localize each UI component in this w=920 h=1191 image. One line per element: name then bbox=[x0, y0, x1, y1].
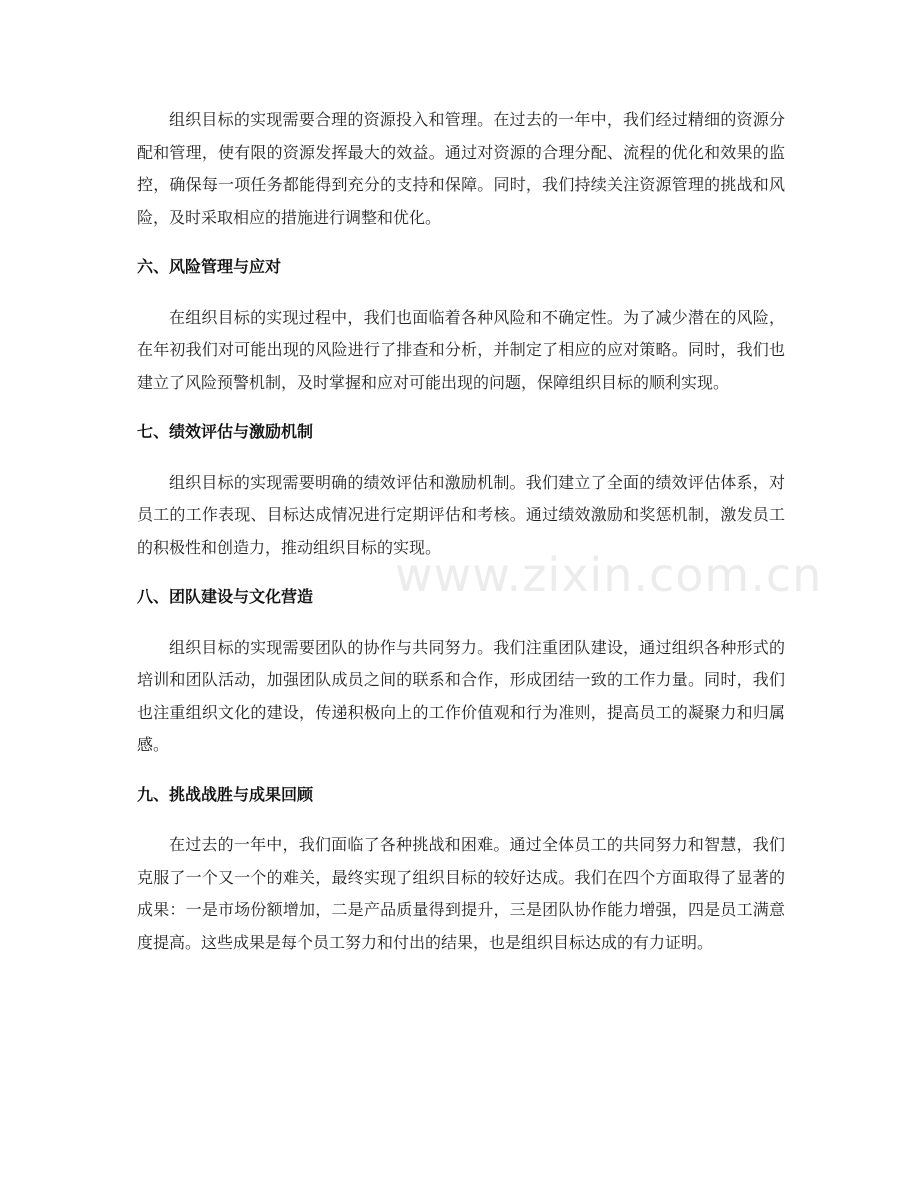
spacer bbox=[137, 811, 785, 829]
section-paragraph-challenges-results: 在过去的一年中，我们面临了各种挑战和困难。通过全体员工的共同努力和智慧，我们克服了一个又一个的难关，最终实现了组织目标的较好达成。我们在四个方面取得了显著的成果：一是市场份额增加，二是产品质量得到提升，三是团队协作能力增强，四是员工满意度提高。这些成果是每个员工努力和付出的结果，也是组织目标达成的有力证明。 bbox=[137, 835, 785, 952]
section-heading-challenges-results: 九、挑战战胜与成果回顾 bbox=[137, 784, 314, 804]
section-heading-performance-evaluation: 七、绩效评估与激励机制 bbox=[137, 422, 314, 441]
section-paragraph-risk-management: 在组织目标的实现过程中，我们也面临着各种风险和不确定性。为了减少潜在的风险，在年初我们对可能出现的风险进行了排查和分析，并制定了相应的应对策略。同时，我们也建立了风险预警机制，及时掌握和应对可能出现的问题，保障组织目标的顺利实现。 bbox=[137, 307, 785, 392]
spacer bbox=[137, 449, 785, 467]
watermark: www.zixin.com.cn bbox=[395, 548, 823, 602]
spacer bbox=[137, 284, 785, 302]
section-paragraph-resource-management: 组织目标的实现需要合理的资源投入和管理。在过去的一年中，我们经过精细的资源分配和管理，使有限的资源发挥最大的效益。通过对资源的合理分配、流程的优化和效果的监控，确保每一项任务都能得到充分的支持和保障。同时，我们持续关注资源管理的挑战和风险，及时采取相应的措施进行调整和优化。 bbox=[137, 110, 785, 227]
spacer bbox=[137, 234, 785, 251]
document-body bbox=[137, 104, 785, 959]
spacer bbox=[137, 399, 785, 416]
section-paragraph-performance-evaluation: 组织目标的实现需要明确的绩效评估和激励机制。我们建立了全面的绩效评估体系，对员工的工作表现、目标达成情况进行定期评估和考核。通过绩效激励和奖惩机制，激发员工的积极性和创造力，推动组织目标的实现。 bbox=[137, 472, 785, 557]
section-paragraph-team-building: 组织目标的实现需要团队的协作与共同努力。我们注重团队建设，通过组织各种形式的培训和团队活动，加强团队成员之间的联系和合作，形成团结一致的工作力量。同时，我们也注重组织文化的建设，传递积极向上的工作价值观和行为准则，提高员工的凝聚力和归属感。 bbox=[137, 637, 785, 754]
spacer bbox=[137, 762, 785, 779]
section-heading-team-building: 八、团队建设与文化营造 bbox=[137, 587, 314, 606]
spacer bbox=[137, 614, 785, 632]
spacer bbox=[137, 564, 785, 581]
section-heading-risk-management: 六、风险管理与应对 bbox=[137, 257, 282, 276]
